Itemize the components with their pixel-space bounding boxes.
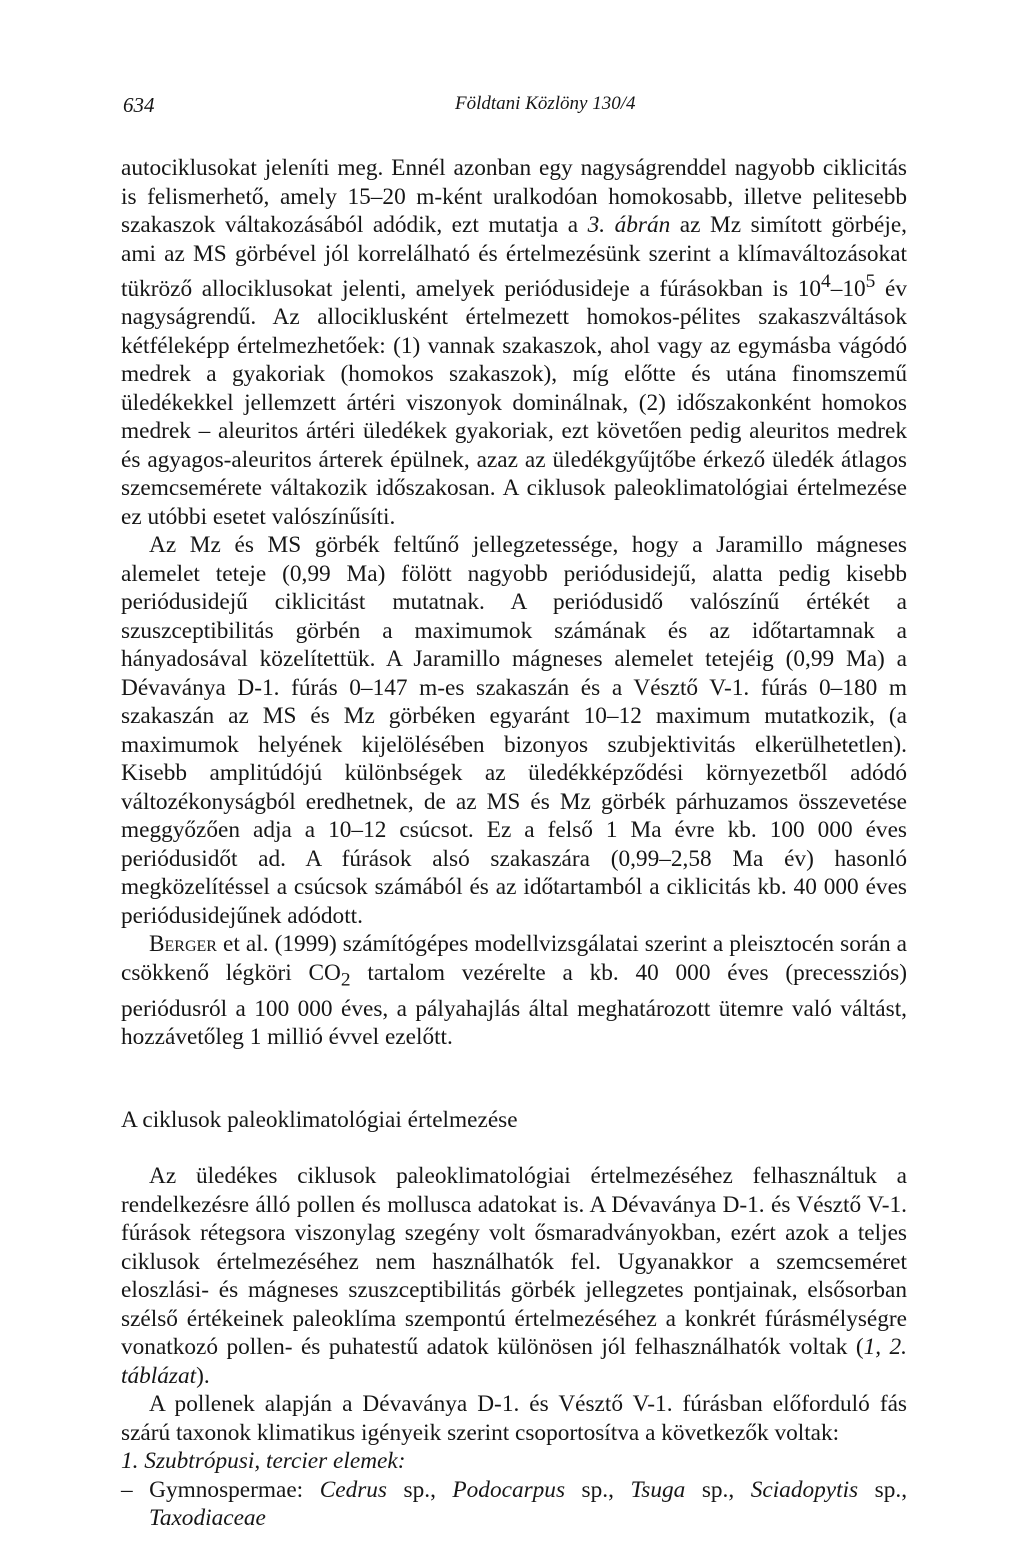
- text-run: – Gymnospermae:: [121, 1476, 320, 1503]
- text-run: sp.,: [685, 1476, 751, 1503]
- paragraph-1: [121, 154, 907, 531]
- taxon-name: Sciadopytis: [750, 1476, 859, 1503]
- text-run: tartalom vezérelte a kb. 40 000 éves (precessziós) periódusról a 100 000 éves, a pályahajlás által meghatározott ütemre való váltást, hozzávetőleg 1 millió évvel ezelőtt.: [121, 959, 907, 1051]
- taxon-name: Tsuga: [630, 1476, 686, 1503]
- text-run: év nagyságrendű. Az allociklusként értelmezett homokos-pélites szakaszváltások kétféleképp értelmezhetőek: (1) vannak szakaszok, ahol vagy az egymásba vágódó medrek a gyakoriak (homokos szakaszok), míg előtte és utána finomszemű üledékekkel jellemzett ártéri viszonyok dominálnak, (2) időszakonként homokos medrek – aleuritos ártéri üledékek gyakoriak, ezt követően pedig aleuritos medrek és agyagos-aleuritos árterek épülnek, azaz az üledékgyűjtőbe érkező üledék átlagos szemcsemérete váltakozik időszakosan. A ciklusok paleoklimatológiai értelmezése ez utóbbi esetet valószínűsíti.: [121, 275, 907, 530]
- list-title: 1. Szubtrópusi, tercier elemek:: [121, 1448, 406, 1475]
- text-run: sp.,: [387, 1476, 453, 1503]
- table-reference: 1, 2. táblázat: [121, 1334, 907, 1389]
- text-run: et al. (1999) számítógépes modellvizsgálatai szerint a pleisztocén során a csökkenő légköri CO: [121, 931, 907, 986]
- text-run: –10: [830, 275, 866, 302]
- text-run: ).: [196, 1362, 210, 1389]
- paragraph-4: [121, 1162, 907, 1390]
- section-heading: A ciklusok paleoklimatológiai értelmezése: [121, 1106, 518, 1133]
- body-text: [121, 154, 907, 1533]
- taxon-name: Taxodiaceae: [149, 1505, 266, 1532]
- text-run: az Mz simított görbéje, ami az MS görbével jól korrelálható és értelmezésünk szerint a klímaváltozásokat tükröző allociklusokat jelenti, amelyek periódusideje a fúrásokban is 10: [121, 212, 907, 302]
- journal-title: Földtani Közlöny 130/4: [455, 93, 636, 114]
- list-item: [121, 1476, 907, 1533]
- subscript: 2: [340, 969, 351, 991]
- figure-reference: 3. ábrán: [587, 212, 671, 238]
- page-header: [123, 93, 907, 119]
- text-run: autociklusokat jeleníti meg. Ennél azonban egy nagyságrenddel nagyobb ciklicitás is felismerhető, amely 15–20 m-ként uralkodóan homokosabb, illetve pelitesebb szakaszok váltakozásából adódik, ezt mutatja a: [121, 155, 907, 238]
- taxon-name: Podocarpus: [452, 1476, 566, 1503]
- text-run: Az üledékes ciklusok paleoklimatológiai értelmezéséhez felhasználtuk a rendelkezésre álló pollen és mollusca adatokat is. A Dévaványa D-1. és Vésztő V-1. fúrások rétegsora viszonylag szegény volt ősmaradványokban, ezért azok a teljes ciklusok értelmezéséhez nem használhatók fel. Ugyanakkor a szemcseméret eloszlási- és mágneses szuszceptibilitás görbék jellegzetes pontjainak, elsősorban szélső értékeinek paleoklíma szempontú értelmezéséhez a konkrét fúrásmélységre vonatkozó pollen- és puhatestű adatok különösen jól felhasználhatók voltak (: [121, 1163, 907, 1361]
- page-number: 634: [123, 93, 155, 117]
- taxon-name: Cedrus: [319, 1476, 387, 1503]
- text-run: sp.,: [858, 1476, 908, 1503]
- superscript: 5: [865, 271, 876, 292]
- paragraph-5: A pollenek alapján a Dévaványa D-1. és Vésztő V-1. fúrásban előforduló fás szárú taxonok klimatikus igényeik szerint csoportosítva a következők voltak:: [121, 1391, 907, 1446]
- superscript: 4: [821, 271, 831, 292]
- paragraph-3: [121, 930, 907, 1052]
- text-run: sp.,: [565, 1476, 631, 1503]
- author-name: Berger: [149, 931, 217, 958]
- paragraph-2: Az Mz és MS görbék feltűnő jellegzetessége, hogy a Jaramillo mágneses alemelet teteje (0,99 Ma) fölött nagyobb periódusidejű, alatta pedig kisebb periódusidejű ciklicitást mutatnak. A periódusidő valószínű értékét a szuszceptibilitás görbén a maximumok számának és az időtartamnak a hányadosával közelítettük. A Jaramillo mágneses alemelet tetejéig (0,99 Ma) a Dévaványa D-1. fúrás 0–147 m-es szakaszán és a Vésztő V-1. fúrás 0–180 m szakaszán az MS és Mz görbéken egyaránt 10–12 maximum mutatkozik, (a maximumok helyének kijelölésében bizonyos szubjektivitás elkerülhetetlen). Kisebb amplitúdójú különbségek az üledékképződési környezetből adódó változékonyságból eredhetnek, de az MS és Mz görbék párhuzamos összevetése meggyőzően adja a 10–12 csúcsot. Ez a felső 1 Ma évre kb. 100 000 éves periódusidőt ad. A fúrások alsó szakaszára (0,99–2,58 Ma év) hasonló megközelítéssel a csúcsok számából és az időtartamból a ciklicitás kb. 40 000 éves periódusidejűnek adódott.: [121, 532, 907, 929]
